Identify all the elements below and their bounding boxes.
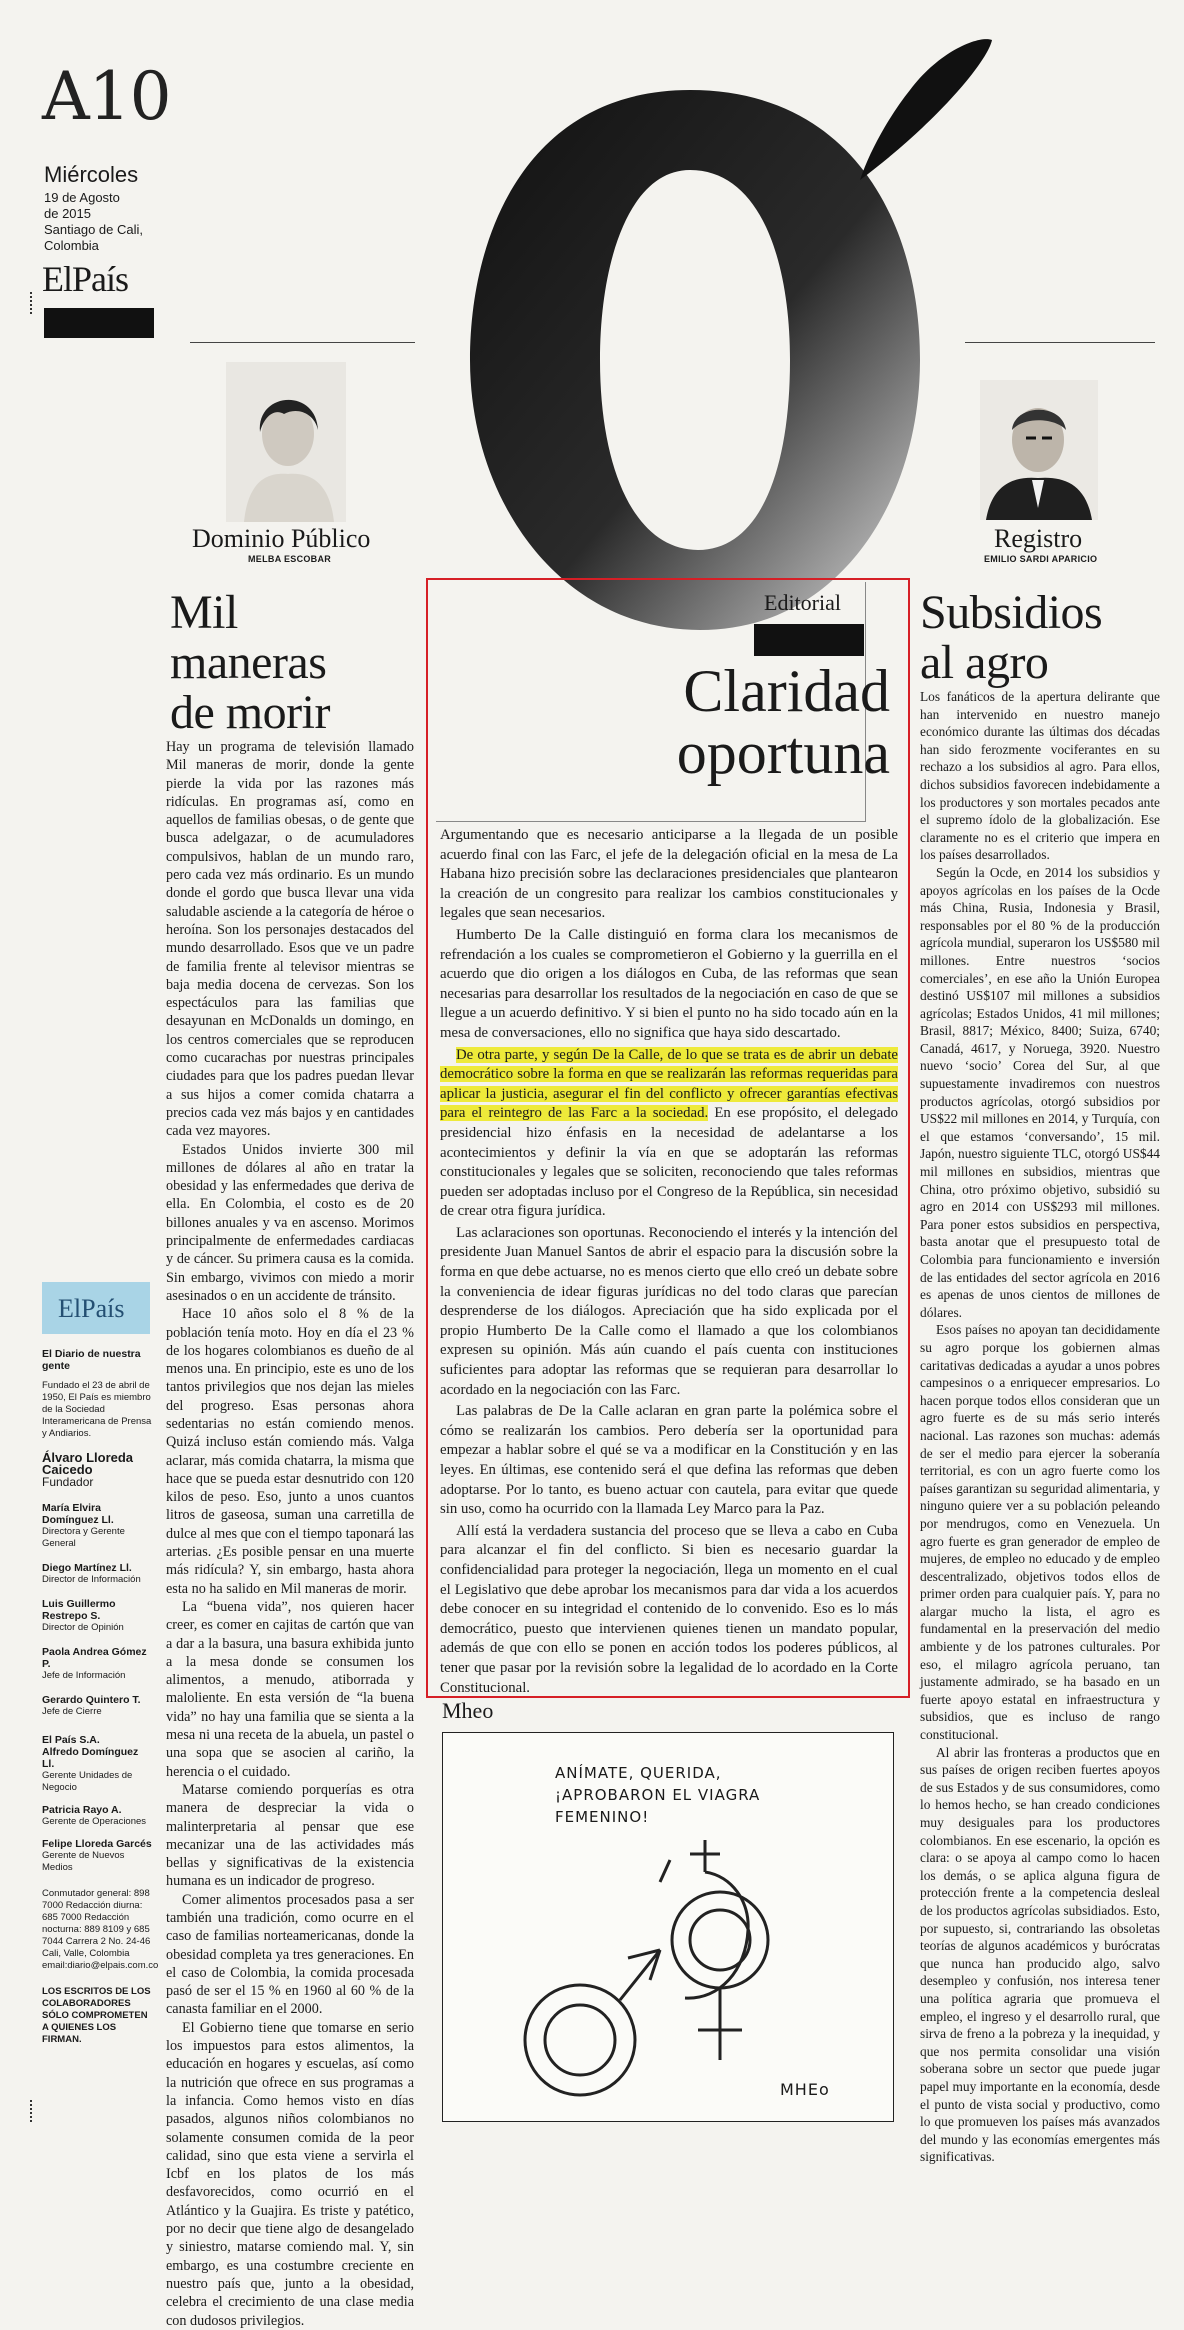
date: 19 de Agosto xyxy=(44,190,120,205)
editorial-body: Argumentando que es necesario anticiparse a la llegada de un posible acuerdo final con las Farc, el jefe de la delegación oficial en la mesa de La Habana hizo precisión sobre las declaraciones presidenciales que plantearon la creación de un congresito para realizar los cambios constitucionales y legales que sean necesarios. Humberto De la Calle distinguió en forma clara los mecanismos de refrendación a los cuales se comprometieron el Gobierno y la guerrilla en el acuerdo que dio origen a los diálogos en Cuba, de las reformas que sean necesarias para desarrollar los resultados de la negociación en caso de que se llegue a un acuerdo definitivo. Y si bien el punto no ha sido tocado aún en la mesa de conversaciones, ello no significa que haya sido descartado. De otra parte, y según De la Calle, de lo que se trata es de abrir un debate democrático sobre la forma en que se realizarán las reformas requeridas para aplicar la justicia, asegurar el fin del conflicto y ofrecer garantías efectivas para el reintegro de las Farc a la sociedad. En ese propósito, el delegado presidencial hizo énfasis en la necesidad de adelantarse a los acontecimientos y definir la vía en que se adoptarán las reformas constitucionales y legales que se soliciten, reconociendo que tales reformas pueden ser adoptadas incluso por el Congreso de la República, sin necesidad de crear otra figura jurídica. Las aclaraciones son oportunas. Reconociendo el interés y la intención del presidente Juan Manuel Santos de abrir el espacio para la discusión sobre la forma en que debe actuarse, no es menos cierto que ello creó un debate sobre la conveniencia de idear figuras jurídicas no del todo claras que parecían desprenderse de los diálogos. Apreciación que ha sido explicada por el propio Humberto De la Calle como el llamado a que los colombianos expresen su opinión. Más aún cuando el país cuenta con instituciones suficientes para adoptar las reformas que se requieran para desarrollar lo acordado en la negociación con las Farc. Las palabras de De la Calle aclaran en gran parte la polémica sobre el cómo se realizarán los cambios. Pero debería ser la oportunidad para empezar a hablar sobre el qué se va a modificar en la Constitución y en las leyes. En últimas, ese contenido será el que defina las reformas que deben adoptarse. Por lo tanto, es bueno actuar con cautela, para evitar que quede sin uso, como ha ocurrido con la llamada Ley Marco para la Paz. Allí está la verdadera sustancia del proceso que se lleva a cabo en Cuba para alcanzar el fin del conflicto. Si bien es necesario guardar la confidencialidad para proteger la negociación, llega un momento en el cual el Legislativo que debe aprobar los mecanismos para dar vida a los acuerdos debe conocer en su integridad el contenido de lo convenido. Eso es lo más democrático, puesto que intervienen quienes tienen un mandato popular, además de que con ello se ponen en acción todos los poderes públicos, al tener que pasar por la revisión sobre la legalidad de lo acordado en la Corte Constitucional. xyxy=(440,827,898,1696)
opinion-o-graphic xyxy=(440,30,1000,650)
page-number: A10 xyxy=(42,58,171,135)
section-dominio-publico: Dominio Público xyxy=(192,524,371,553)
section-registro: Registro xyxy=(994,524,1083,553)
article-subsidios-body: Los fanáticos de la apertura delirante que han intervenido en nuestro manejo económico durante las últimas dos décadas han sido ferozmente vociferantes en su rechazo a los subsidios al agro. Para ellos, dichos subsidios favorecen indebidamente a los productores y son mortales pecados ante el supremo ídolo de la globalización. Ese claramente no es el criterio que impera en los países desarrollados. Según la Ocde, en 2014 los subsidios y apoyos agrícolas en los países de la Ocde más China, Rusia, Indonesia y Brasil, responsables por el 80 % de la producción agrícola mundial, superaron los US$580 mil millones. Entre nuestros ‘socios comerciales’, en ese año la Unión Europea destinó US$107 mil millones a subsidios agrícolas; Estados Unidos, 41 mil millones; Brasil, 8817; México, 8400; Suiza, 6740; Canadá, 4617, y Noruega, 3920. Nuestro nuevo ‘socio’ Corea del Sur, al que supuestamente invadiremos con nuestros productos agrícolas, otorgó subsidios por US$22 mil millones en 2014, y Turquía, con el que estamos ‘conversando’, 15 mil. Japón, nuestro siguiente TLC, otorgó US$44 mil millones en subsidios, mientras que China, otro próximo objetivo, subsidió su agro en 2014 con US$293 mil millones. Para poner estos subsidios en perspectiva, basta anotar que el presupuesto total de Colombia para funcionamiento e inversión de las entidades del sector agrícola en 2016 es apenas de unos cientos de millones de dólares. Esos países no apoyan tan decididamente su agro porque los gobiernen almas caritativas dedicadas a ayudar a unos pobres campesinos o a enriquecer empresarios. Lo hacen porque todos ellos consideran que un agro fuerte es de su más serio interés nacional. Las razones son muchas: además de ser el medio para ejercer la soberanía territorial, es con un agro fuerte como los países garantizan su seguridad alimentaria, y ninguno quiere ver a su población peleando por mendrugos, como en Venezuela. Un agro fuerte es gran generador de empleo de mujeres, de empleo no educado y de empleo descentralizado, objetivos todos ellos de primer orden para cualquier país. Y, para no alargar mucho la lista, el agro es fundamental en la preservación del medio ambiente y de los patrones culturales. Por eso, el milagro agrícola peruano, tan justamente admirado, se ha basado en un fuerte apoyo estatal en infraestructura y subsidios, que es incluso de rango constitucional. Al abrir las fronteras a productos que en sus países de origen reciben fuertes apoyos de sus Estados y de sus consumidores, como lo hemos hecho, se han creado condiciones muy desiguales para los productores colombianos. En ese escenario, la opción es clara: o se apoya al campo como lo hacen los demás, o se aplica alguna figura de protección frente a la competencia desleal de los productos agrícolas subsidiados. Esto, por supuesto, si, contrariando las obsoletas teorías de algunos académicos y burócratas que nunca han producido algo, salvo desempleo y confusión, nos interesa tener una política agraria que promueva el empleo, el ingreso y el desarrollo rural, que sirva de freno a la pobreza y la inequidad, y que nos permita consolidar una visión soberana sobre un sector que puede jugar papel muy importante en la economía, desde el punto de vista social y productivo, como lo que promueven los países más avanzados del mundo y las economías emergentes más significativas. xyxy=(920,689,1160,2165)
cartoon-label: Mheo xyxy=(442,1698,494,1723)
article-mil-maneras-body: Hay un programa de televisión llamado Mil maneras de morir, donde la gente pierde la vida por las razones más ridículas. En programas así, como en aquellos de familias obesas, o de gente que busca adelgazar, o de acumuladores compulsivos, hablan de un mundo raro, pero cada vez más ordinario. Es un mundo donde el gordo que busca llevar una vida saludable asciende a la categoría de héroe o heroína. Son los personajes destacados del mundo desarrollado. Esos que ve un padre de familia frente al televisor mientras se baja media docena de cervezas. Son los espectáculos para las familias que desayunan en McDonalds un domingo, en los centros comerciales que se reproducen como cucarachas por nuestras principales ciudades para que los padres puedan llevar a sus hijos a comer comida chatarra a precios cada vez más bajos y en cantidades cada vez mayores. Estados Unidos invierte 300 mil millones de dólares al año en tratar la obesidad y las enfermedades que deriva de ella. En Colombia, el costo es de 20 billones anuales y va en ascenso. Morimos principalmente de enfermedades cardiacas y de cáncer. Su primera causa es la comida. Sin embargo, vivimos con miedo a morir asesinados o en un accidente de tránsito. Hace 10 años solo el 8 % de la población tenía moto. Hoy en día el 23 % de los hogares colombianos es dueño de al menos una. En principio, este es uno de los tantos privilegios que nos dejan las mieles del progreso. Esas personas ahora sedentarias no están comiendo menos. Quizá incluso están comiendo más. Valga aclarar, más comida chatarra, la misma que hace que se pueda estar desnutrido con 120 kilos de peso. Eso, junto a unos cuantos litros de gaseosa, suman una carretilla de dulce al mes que con el tiempo taponará las arterias. ¿Es posible pensar en una muerte más ridícula? Y, sin embargo, hasta ahora esta no ha salido en Mil maneras de morir. La “buena vida”, nos quieren hacer creer, es comer en cajitas de cartón que van a dar a la basura, una basura exhibida junto a la mesa donde se consumen los alimentos, a menudo, atiborrada y maloliente. En esta versión de “la buena vida” no hay una familia que se sienta a la mesa ni una receta de la abuela, un pastel o una sopa que se asocien al cariño, la herencia o el cuidado. Matarse comiendo porquerías es otra manera de despreciar la vida o malinterpretaria al pensar que ese mecanizar una de las actividades más bellas y significativas de la existencia humana es un indicador de progreso. Comer alimentos procesados pasa a ser también una tradición, como ocurre en el caso de familias norteamericanas, donde la obesidad completa ya tres generaciones. En el caso de Colombia, la comida procesada pasó de ser el 15 % en 1960 al 60 % de la canasta familiar en el 2000. El Gobierno tiene que tomarse en serio los impuestos para estos alimentos, la educación en hogares y escuelas, así como la nutrición que ofrece en sus programas a la infancia. Como hemos visto en días pasados, algunos niños colombianos no solamente consumen comida de la peor calidad, sino que esta viene a servirla el Icbf en los platos de los más desfavorecidos, como ocurrió en el Atlántico y la Guajira. Es triste y patético, por no decir que tiene algo de desangelado y siniestro, matarse comiendo mal. Y, sin embargo, es una costumbre creciente en nuestro país que, junto a la obesidad, celebra el crecimiento de una clase media con dudosos privilegios. xyxy=(166,739,414,2329)
editorial-title: Claridad oportuna xyxy=(676,658,890,786)
dotted-marker xyxy=(30,292,34,314)
rule-right xyxy=(965,342,1155,343)
masthead-logo: ElPaís xyxy=(42,259,129,299)
redacted-bar-editorial xyxy=(754,624,864,656)
dotted-marker-bottom xyxy=(30,2100,34,2122)
city: Santiago de Cali, xyxy=(44,222,144,237)
sidebar-credits: El Diario de nuestra gente Fundado el 23 de abril de 1950, El País es miembro de la Sociedad Interamericana de Prensa y Andiarios. Álvaro Lloreda Caicedo Fundador María Elvira Domínguez Ll. Directora y Gerente General Diego Martínez Ll. Director de Información Luis Guillermo Restrepo S. Director de Opinión Paola Andrea Gómez P. Jefe de Información Gerardo Quintero T. Jefe de Cierre El País S.A. Alfredo Domínguez Ll. Gerente Unidades de Negocio Patricia Rayo A. Gerente de Operaciones Felipe Lloreda Garcés Gerente de Nuevos Medios Conmutador general: 898 7000 Redacción diurna: 685 7000 Redacción nocturna: 889 8109 y 685 7044 Carrera 2 No. 24-46 Cali, Valle, Colombia email:diario@elpais.com.co LOS ESCRITOS DE LOS COLABORADORES SÓLO COMPROMETEN A QUIENES LOS FIRMAN. xyxy=(42,1348,159,2045)
headline-subsidios: Subsidios al agro xyxy=(920,586,1103,689)
author-portrait-emilio xyxy=(980,380,1098,520)
weekday: Miércoles xyxy=(44,162,139,187)
redacted-bar xyxy=(44,308,154,338)
headline-mil-maneras: Mil maneras de morir xyxy=(170,586,330,739)
cartoon-speech: ANÍMATE, QUERIDA, ¡APROBARON EL VIAGRA FEMENINO! xyxy=(555,1764,761,1826)
country: Colombia xyxy=(44,238,99,253)
highlighted-passage: De otra parte, y según De la Calle, de lo que se trata es de abrir un debate democrático sobre la forma en que se realizarán las reformas requeridas para aplicar la justicia, asegurar el fin del conflicto y ofrecer garantías efectivas para el reintegro de las Farc a la sociedad. xyxy=(440,1046,898,1122)
author-melba: MELBA ESCOBAR xyxy=(248,554,332,564)
year: de 2015 xyxy=(44,206,91,221)
cartoon-signature: MHEo xyxy=(780,2080,830,2099)
sidebar-logo: ElPaís xyxy=(58,1294,125,1323)
editorial-kicker: Editorial xyxy=(764,590,841,615)
author-emilio: EMILIO SARDI APARICIO xyxy=(984,554,1098,564)
author-portrait-melba xyxy=(226,362,346,522)
cartoon-symbols-drawing xyxy=(500,1820,860,2110)
rule-left xyxy=(190,342,415,343)
